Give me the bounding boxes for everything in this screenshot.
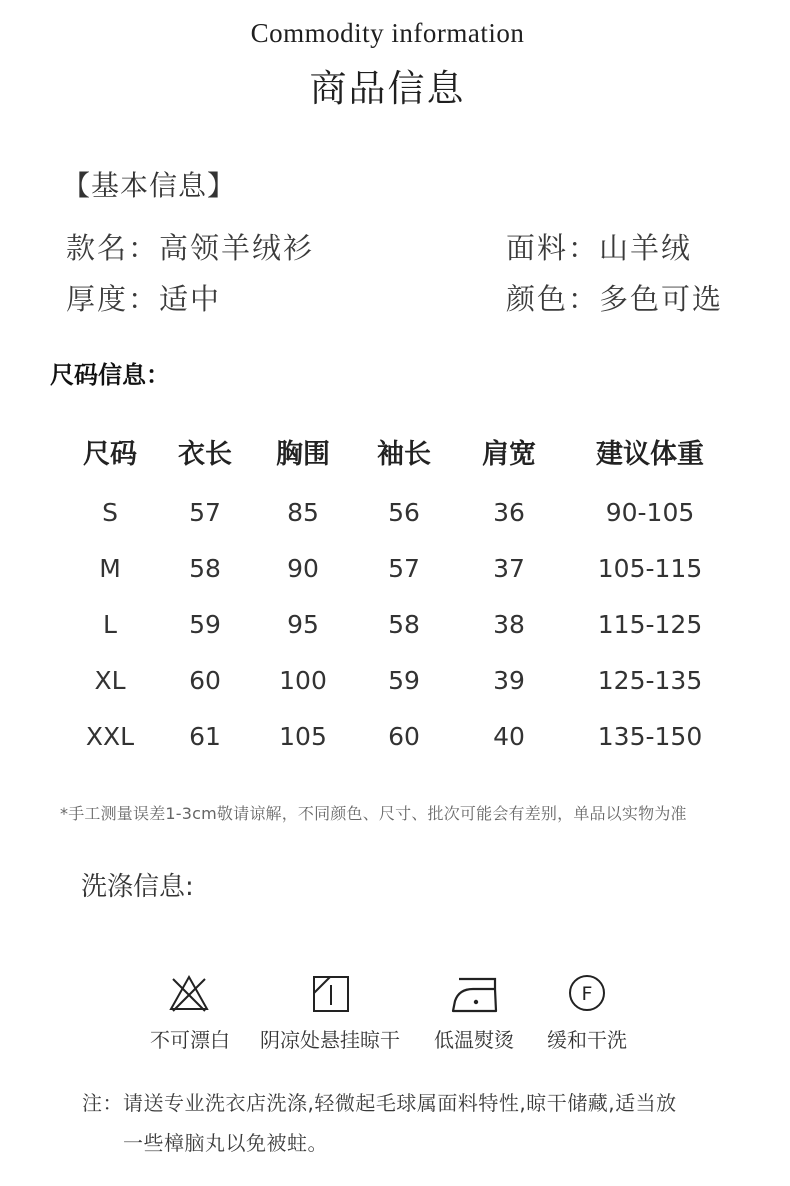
line-dry-shade-icon	[310, 973, 354, 1017]
title-english: Commodity information	[250, 18, 525, 48]
table-cell: 59	[189, 610, 221, 639]
measurement-note: *手工测量误差1-3cm敬请谅解，不同颜色、尺寸、批次可能会有差别，单品以实物为准	[60, 804, 687, 823]
table-cell: 100	[279, 666, 327, 695]
table-cell: S	[102, 498, 118, 527]
care-label-no-bleach: 不可漂白	[150, 1028, 230, 1052]
no-bleach-icon	[167, 971, 211, 1015]
table-cell: XXL	[85, 722, 135, 751]
table-cell: 60	[189, 666, 221, 695]
wash-info-heading: 洗涤信息:	[81, 872, 194, 902]
table-cell: 85	[287, 498, 319, 527]
thickness-value: 适中	[159, 282, 222, 316]
col-header-sleeve: 袖长	[377, 439, 431, 470]
table-cell: 125-135	[597, 666, 703, 695]
col-header-shoulder: 肩宽	[482, 439, 536, 470]
style-name-row	[66, 226, 314, 267]
iron-low-icon	[449, 975, 501, 1015]
table-cell: 57	[388, 554, 420, 583]
col-header-size: 尺码	[83, 439, 137, 470]
care-label-low-iron: 低温熨烫	[434, 1028, 514, 1052]
care-label-shade-dry: 阴凉处悬挂晾干	[260, 1028, 400, 1052]
col-header-length: 衣长	[178, 439, 232, 470]
table-cell: 61	[189, 722, 221, 751]
table-cell: 38	[493, 610, 525, 639]
table-cell: 58	[388, 610, 420, 639]
table-cell: 59	[388, 666, 420, 695]
color-value: 多色可选	[599, 282, 724, 316]
table-cell: 95	[287, 610, 319, 639]
care-label-dry-clean: 缓和干洗	[547, 1028, 627, 1052]
col-header-weight: 建议体重	[596, 439, 704, 470]
care-footnote-line-1: 注：请送专业洗衣店洗涤,轻微起毛球属面料特性,晾干储藏,适当放	[82, 1091, 677, 1115]
style-name-label: 款名：	[66, 231, 160, 265]
fabric-label: 面料：	[506, 231, 600, 265]
table-cell: 56	[388, 498, 420, 527]
size-info-heading: 尺码信息：	[50, 361, 170, 389]
table-cell: 36	[493, 498, 525, 527]
color-row	[506, 277, 723, 318]
table-cell: 40	[493, 722, 525, 751]
table-cell: M	[99, 554, 121, 583]
care-footnote-line-2: 一些樟脑丸以免被蛀。	[123, 1131, 328, 1155]
col-header-chest: 胸围	[276, 439, 330, 470]
title-chinese: 商品信息	[309, 67, 466, 110]
table-cell: XL	[94, 666, 126, 695]
table-cell: 39	[493, 666, 525, 695]
color-label: 颜色：	[506, 282, 600, 316]
table-cell: 60	[388, 722, 420, 751]
table-cell: 58	[189, 554, 221, 583]
svg-text:F: F	[581, 983, 593, 1005]
style-name-value: 高领羊绒衫	[159, 231, 315, 265]
fabric-row	[506, 226, 692, 267]
thickness-row	[66, 277, 221, 318]
table-cell: 37	[493, 554, 525, 583]
fabric-value: 山羊绒	[599, 231, 693, 265]
table-cell: 105	[279, 722, 327, 751]
table-cell: 105-115	[597, 554, 703, 583]
thickness-label: 厚度：	[66, 282, 160, 316]
table-cell: 90-105	[605, 498, 695, 527]
table-cell: 115-125	[597, 610, 703, 639]
table-cell: 90	[287, 554, 319, 583]
table-cell: 57	[189, 498, 221, 527]
basic-info-heading: 【基本信息】	[62, 169, 237, 202]
table-cell: L	[103, 610, 117, 639]
table-cell: 135-150	[597, 722, 703, 751]
dry-clean-f-icon	[565, 971, 609, 1015]
